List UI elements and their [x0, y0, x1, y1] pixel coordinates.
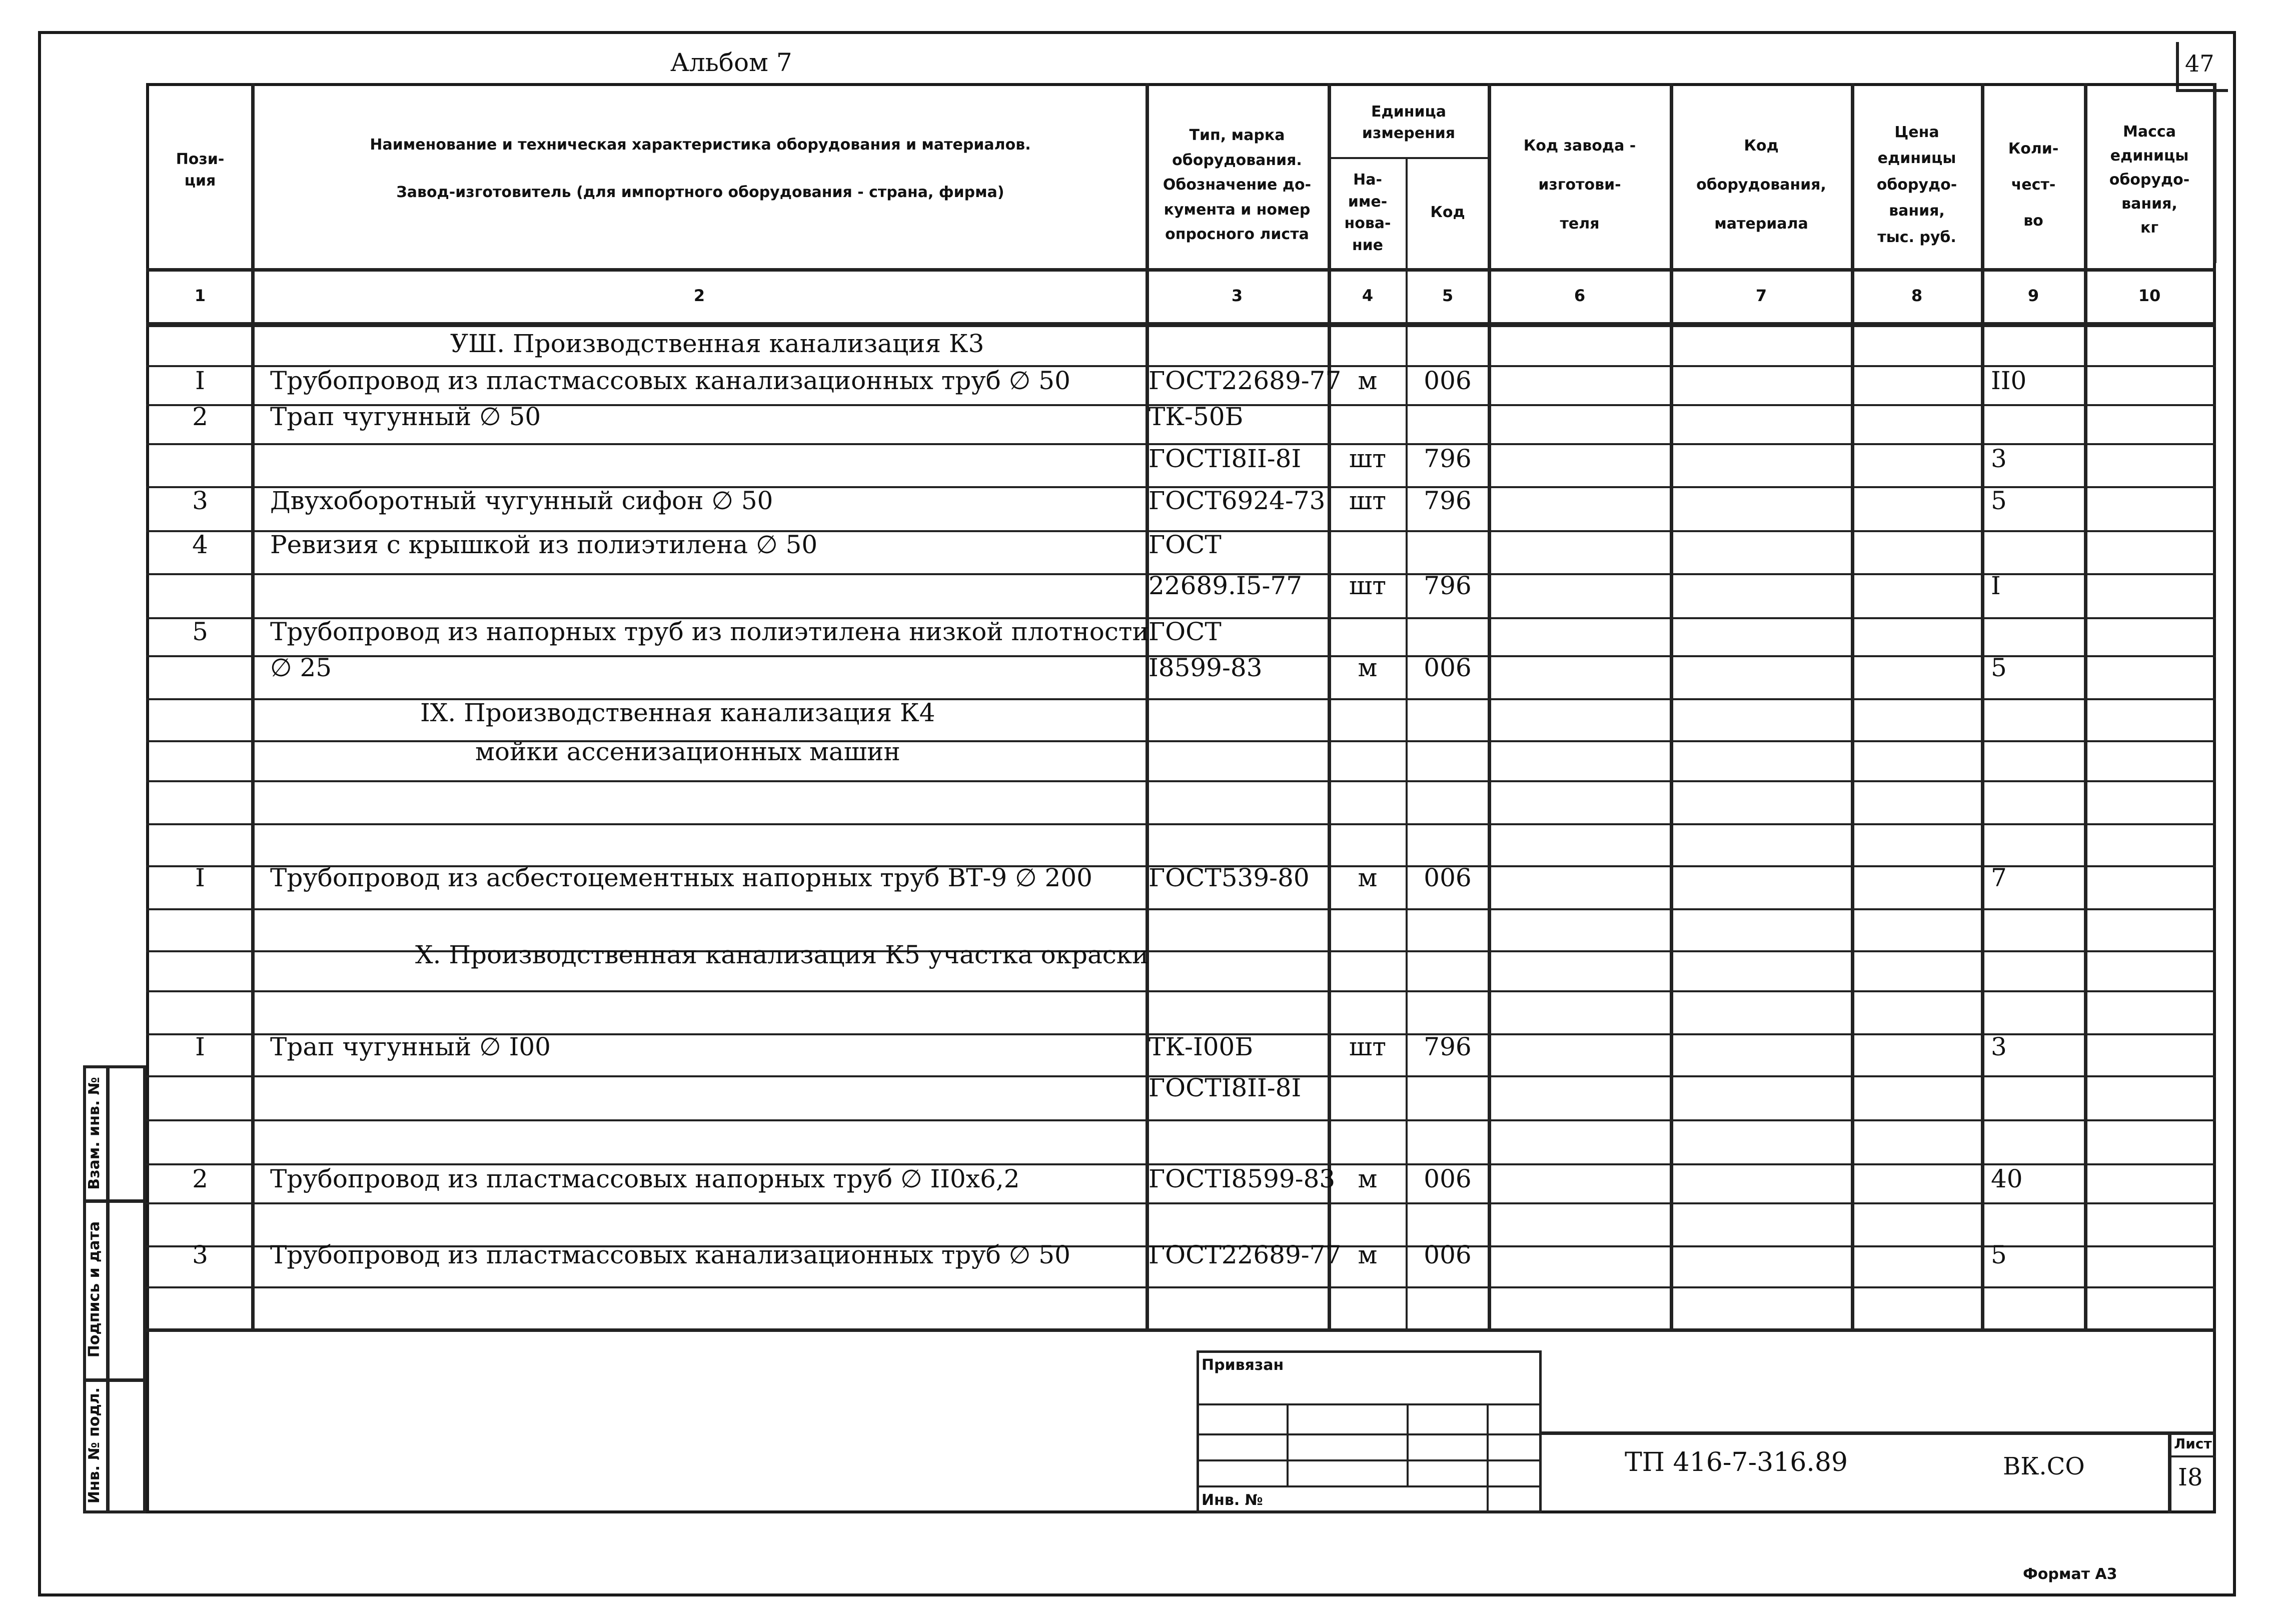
table-cell-name: IX. Производственная канализация К4: [420, 698, 935, 727]
table-cell-pos: 4: [192, 530, 208, 559]
vline-4: [1406, 157, 1408, 1330]
header-name-line2: Завод-изготовитель (для импортного оборудования - страна, фирма): [396, 184, 1004, 202]
table-cell-code: 796: [1424, 1032, 1472, 1061]
row-line: [146, 823, 2216, 825]
stamp-inv-no: Инв. №: [1202, 1491, 1263, 1509]
header-maker-code: Код завода - изготови- теля: [1523, 137, 1636, 233]
row-line: [146, 325, 2216, 327]
stamp-privyazan: Привязан: [1202, 1356, 1284, 1374]
table-cell-unit: м: [1358, 1164, 1378, 1193]
table-cell-qty: II0: [1991, 366, 2027, 395]
table-cell-code: 796: [1424, 486, 1472, 515]
page-number: 47: [2185, 50, 2214, 77]
table-cell-name: Ревизия с крышкой из полиэтилена ∅ 50: [270, 530, 818, 559]
sheet-code: ВК.СО: [2003, 1452, 2085, 1480]
colnum-6: 6: [1574, 286, 1586, 305]
header-position: Пози- ция: [176, 150, 225, 190]
table-cell-code: 006: [1424, 653, 1472, 682]
header-quantity: Коли- чест- во: [2008, 140, 2059, 230]
stamp-h2: [1197, 1433, 1542, 1435]
stamp-h4: [1197, 1485, 1542, 1487]
stamp-title-top: [1542, 1431, 2216, 1435]
table-cell-pos: 3: [192, 1240, 208, 1269]
sheet-number: I8: [2178, 1463, 2203, 1491]
table-cell-unit: м: [1358, 653, 1378, 682]
table-cell-pos: I: [195, 1032, 205, 1061]
colnum-3: 3: [1231, 286, 1243, 305]
header-unit: Единица измерения: [1362, 103, 1456, 142]
table-cell-code: 006: [1424, 863, 1472, 892]
table-cell-type: ГОСТ6924-73: [1149, 486, 1326, 515]
table-cell-type: ГОСТ: [1149, 617, 1222, 646]
table-cell-qty: 5: [1991, 653, 2007, 682]
format-label: Формат А3: [2023, 1565, 2117, 1583]
table-cell-unit: шт: [1349, 486, 1387, 515]
table-cell-type: ТК-I00Б: [1149, 1032, 1254, 1061]
stamp-v2: [1407, 1403, 1409, 1485]
album-title: Альбом 7: [670, 48, 792, 77]
table-cell-type: ГОСТI8599-83: [1149, 1164, 1336, 1193]
colnum-2: 2: [693, 286, 705, 305]
vline-8: [1981, 83, 1984, 1330]
table-cell-type: ГОСТ: [1149, 530, 1222, 559]
side-label-podpis: Подпись и дата: [86, 1221, 103, 1358]
table-cell-name: Трап чугунный ∅ 50: [270, 402, 541, 431]
table-cell-code: 796: [1424, 571, 1472, 600]
row-line: [146, 1202, 2216, 1204]
table-cell-type: ГОСТ22689-77: [1149, 1240, 1342, 1269]
table-cell-qty: 7: [1991, 863, 2007, 892]
vline-3: [1328, 83, 1331, 1330]
table-cell-pos: I: [195, 366, 205, 395]
table-cell-name: Х. Производственная канализация К5 участка окраски: [415, 940, 1149, 969]
sheet-box-split: [2168, 1455, 2216, 1457]
table-cell-qty: 3: [1991, 1032, 2007, 1061]
vline-6: [1670, 83, 1673, 1330]
row-line: [146, 990, 2216, 992]
table-cell-name: Трубопровод из пластмассовых напорных труб ∅ II0х6,2: [270, 1164, 1020, 1193]
table-cell-unit: шт: [1349, 571, 1387, 600]
header-type: Тип, марка оборудования. Обозначение до- кумента и номер опросного листа: [1163, 127, 1312, 244]
table-cell-unit: шт: [1349, 1032, 1387, 1061]
table-cell-name: Трубопровод из напорных труб из полиэтилена низкой плотности: [270, 617, 1149, 646]
table-cell-qty: 5: [1991, 1240, 2007, 1269]
table-cell-unit: м: [1358, 1240, 1378, 1269]
table-cell-type: ГОСТ22689-77: [1149, 366, 1342, 395]
table-cell-code: 006: [1424, 1240, 1472, 1269]
table-cell-name: Трубопровод из пластмассовых канализационных труб ∅ 50: [270, 366, 1070, 395]
side-label-vzam: Взам. инв. №: [86, 1077, 103, 1190]
table-cell-pos: 2: [192, 1164, 208, 1193]
body-bottom-line: [146, 1328, 2216, 1332]
vline-7: [1851, 83, 1854, 1330]
colnum-10: 10: [2138, 286, 2161, 305]
table-cell-type: I8599-83: [1149, 653, 1263, 682]
colnum-9: 9: [2027, 286, 2039, 305]
table-cell-code: 006: [1424, 366, 1472, 395]
side-strip-divider: [106, 1065, 110, 1513]
stamp-privyazan-box: [1197, 1350, 1542, 1513]
table-cell-pos: 3: [192, 486, 208, 515]
colnum-4: 4: [1362, 286, 1374, 305]
stamp-h1: [1197, 1403, 1542, 1405]
table-cell-name: Трубопровод из асбестоцементных напорных труб ВТ-9 ∅ 200: [270, 863, 1092, 892]
table-cell-pos: 5: [192, 617, 208, 646]
sheet-label: Лист: [2174, 1435, 2212, 1452]
side-strip-h1: [83, 1199, 146, 1203]
colnum-5: 5: [1442, 286, 1454, 305]
table-cell-type: ГОСТI8II-8I: [1149, 1073, 1302, 1102]
vline-1: [251, 83, 255, 1330]
unit-split-line: [1328, 157, 1488, 159]
table-cell-code: 006: [1424, 1164, 1472, 1193]
table-cell-name: Двухоборотный чугунный сифон ∅ 50: [270, 486, 773, 515]
header-mass: Масса единицы оборудо- вания, кг: [2109, 123, 2190, 237]
row-line: [146, 740, 2216, 742]
table-cell-type: ГОСТ539-80: [1149, 863, 1310, 892]
table-cell-qty: I: [1991, 571, 2001, 600]
table-cell-type: 22689.I5-77: [1149, 571, 1303, 600]
table-cell-name: Трубопровод из пластмассовых канализационных труб ∅ 50: [270, 1240, 1070, 1269]
row-line: [146, 1119, 2216, 1121]
table-cell-name: ∅ 25: [270, 653, 332, 682]
colnum-7: 7: [1755, 286, 1767, 305]
sheet-box-left: [2168, 1431, 2171, 1513]
stamp-v1: [1287, 1403, 1289, 1485]
row-line: [146, 780, 2216, 782]
table-cell-pos: I: [195, 863, 205, 892]
table-cell-qty: 40: [1991, 1164, 2023, 1193]
header-price: Цена единицы оборудо- вания, тыс. руб.: [1876, 123, 1957, 246]
vline-2: [1146, 83, 1149, 1330]
table-cell-type: ТК-50Б: [1149, 402, 1244, 431]
vline-5: [1488, 83, 1491, 1330]
table-cell-pos: 2: [192, 402, 208, 431]
table-cell-code: 796: [1424, 444, 1472, 473]
table-cell-unit: м: [1358, 863, 1378, 892]
doc-code: ТП 416-7-316.89: [1625, 1447, 1848, 1477]
header-unit-name: На- име- нова- ние: [1344, 171, 1391, 254]
table-cell-name: УШ. Производственная канализация К3: [450, 329, 984, 358]
row-line: [146, 908, 2216, 910]
table-cell-name: Трап чугунный ∅ I00: [270, 1032, 551, 1061]
header-name-line1: Наименование и техническая характеристика оборудования и материалов.: [370, 136, 1031, 154]
vline-10: [2213, 83, 2216, 263]
row-line: [146, 1286, 2216, 1288]
table-cell-type: ГОСТI8II-8I: [1149, 444, 1302, 473]
vline-9: [2084, 83, 2087, 1330]
table-cell-name: мойки ассенизационных машин: [475, 737, 900, 766]
colnum-8: 8: [1911, 286, 1923, 305]
table-cell-unit: м: [1358, 366, 1378, 395]
stamp-v3: [1487, 1403, 1489, 1513]
table-cell-unit: шт: [1349, 444, 1387, 473]
colnum-1: 1: [194, 286, 206, 305]
header-equip-code: Код оборудования, материала: [1696, 137, 1826, 233]
table-cell-qty: 3: [1991, 444, 2007, 473]
side-label-inv-podl: Инв. № подл.: [86, 1387, 103, 1504]
table-cell-qty: 5: [1991, 486, 2007, 515]
header-unit-code: Код: [1430, 204, 1465, 222]
stamp-h3: [1197, 1459, 1542, 1461]
header-bottom-line: [146, 268, 2216, 272]
